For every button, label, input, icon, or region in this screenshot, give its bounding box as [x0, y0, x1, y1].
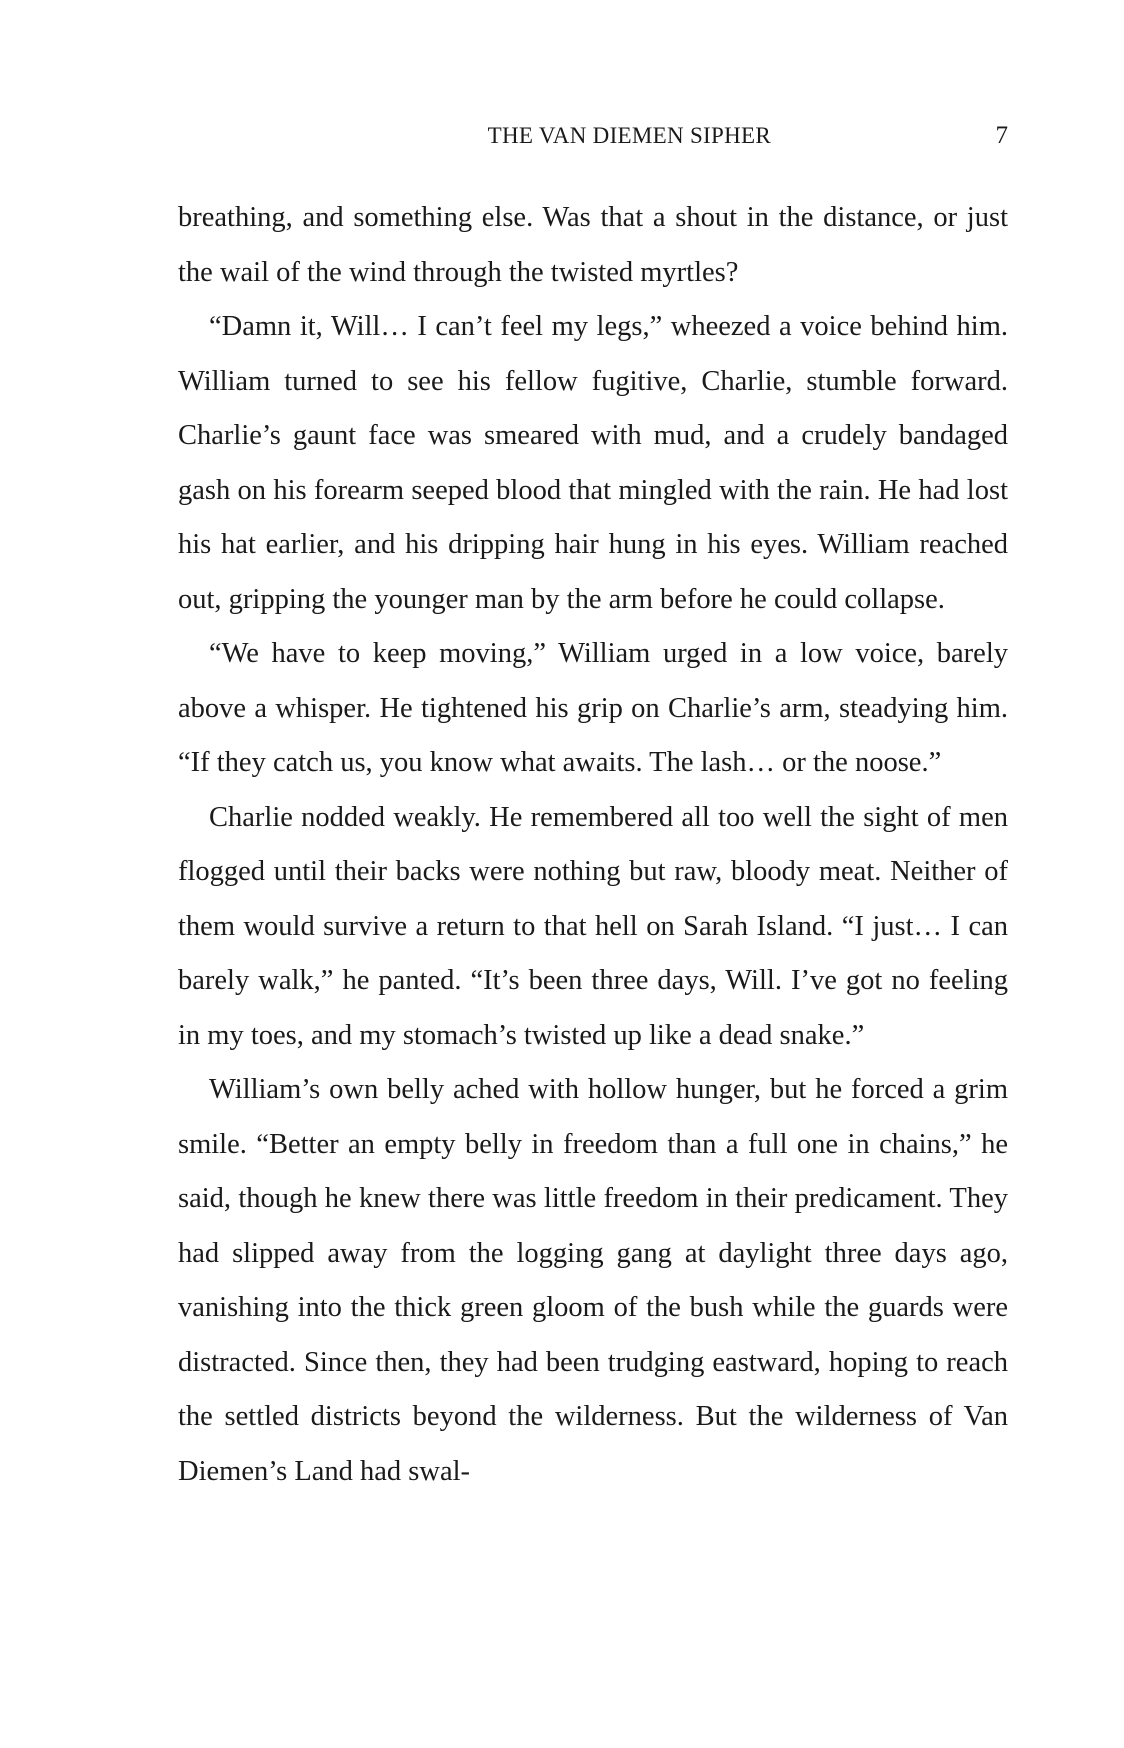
page-number: 7: [995, 122, 1008, 149]
running-title: THE VAN DIEMEN SIPHER: [487, 123, 771, 148]
paragraph-3: “We have to keep moving,” William urged in a low voice, barely above a whisper. He tightened his grip on Charlie’s arm, steadying him. “If they catch us, you know what awaits. The lash… or the noose.”: [178, 638, 1008, 778]
paragraph-4: Charlie nodded weakly. He remembered all too well the sight of men flogged until their backs were nothing but raw, bloody meat. Neither of them would survive a return to that hell on Sarah Island. “I just… I can barely walk,” he panted. “It’s been three days, Will. I’ve got no feeling in my toes, and my stomach’s twisted up like a dead snake.”: [178, 801, 1008, 1051]
running-header: [178, 116, 1008, 156]
paragraph-1: breathing, and something else. Was that a shout in the distance, or just the wail of the wind through the twisted myrtles?: [178, 202, 1008, 288]
paragraph-2: “Damn it, Will… I can’t feel my legs,” wheezed a voice behind him. William turned to see his fellow fugitive, Charlie, stumble forward. Charlie’s gaunt face was smeared with mud, and a crudely bandaged gash on his forearm seeped blood that mingled with the rain. He had lost his hat earlier, and his dripping hair hung in his eyes. William reached out, gripping the younger man by the arm before he could collapse.: [178, 311, 1008, 615]
body-text: [178, 191, 1008, 1499]
paragraph-5: William’s own belly ached with hollow hunger, but he forced a grim smile. “Better an empty belly in freedom than a full one in chains,” he said, though he knew there was little freedom in their predicament. They had slipped away from the logging gang at daylight three days ago, vanishing into the thick green gloom of the bush while the guards were distracted. Since then, they had been trudging eastward, hoping to reach the settled districts beyond the wilderness. But the wilderness of Van Diemen’s Land had swal-: [178, 1074, 1008, 1487]
